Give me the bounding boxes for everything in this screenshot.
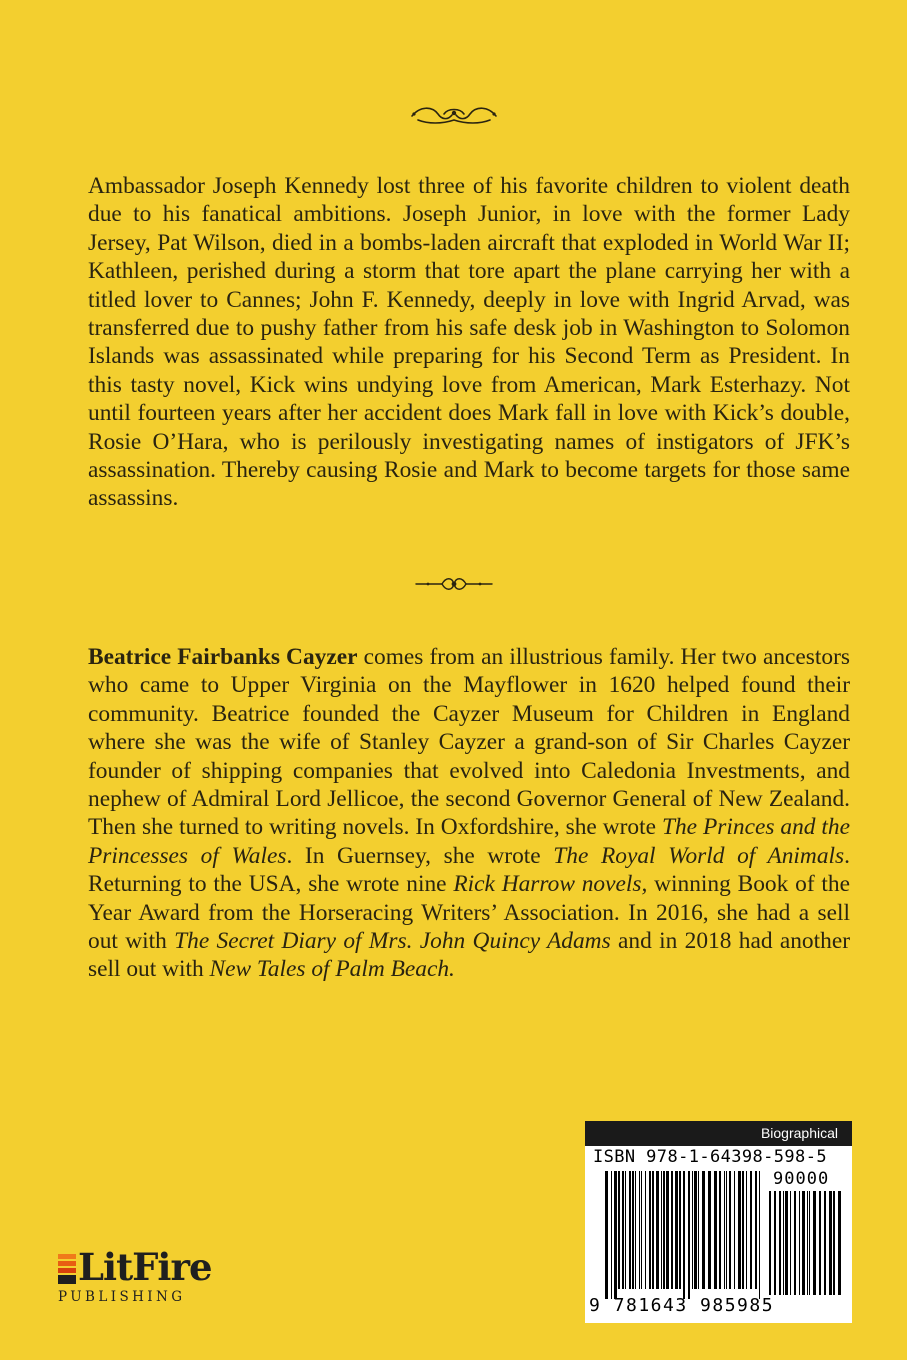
barcode-bar	[807, 1191, 808, 1295]
barcode-bar	[779, 1191, 781, 1295]
barcode-bar	[661, 1171, 662, 1289]
barcode-bar	[666, 1171, 669, 1289]
barcode-bar	[809, 1191, 810, 1295]
barcode-bar	[635, 1171, 636, 1289]
bio-text: winning Book of the Year Award from the Horseracing Writers’ Association. In 2016, she had a sell out with	[88, 871, 850, 955]
barcode-bar	[605, 1171, 608, 1299]
barcode-bar	[794, 1191, 796, 1295]
barcode-bar	[838, 1191, 841, 1295]
barcode-bar	[742, 1171, 744, 1289]
barcode-bar	[652, 1171, 654, 1289]
bio-text: comes from an illustrious family. Her two ancestors who came to Upper Virginia on the Mayflower in 1620 helped found their community. Beatrice founded the Cayzer Museum for Children in England where she was the wife of Stanley Cayzer a grand-son of Sir Charles Cayzer founder of shipping companies that evolved into Caledonia Investments, and nephew of Admiral Lord Jellicoe, the second Governor General of New Zealand. Then she turned to writing novels. In Oxfordshire, she wrote	[88, 644, 850, 841]
barcode-bar	[675, 1171, 678, 1289]
barcode-bar	[614, 1171, 617, 1299]
flourish-icon	[408, 102, 500, 128]
barcode-bar	[618, 1171, 620, 1289]
barcode-bar	[719, 1171, 721, 1289]
barcode-bar	[663, 1171, 665, 1289]
barcode-bar	[611, 1171, 612, 1299]
barcode-bar	[802, 1191, 805, 1295]
barcode-bar	[632, 1171, 634, 1289]
barcode-bar	[714, 1171, 717, 1289]
barcode-bar	[734, 1171, 735, 1289]
divider-icon	[414, 573, 494, 595]
bio-text: . Returning to the USA, she wrote nine	[88, 842, 850, 898]
barcode-bar	[622, 1171, 624, 1289]
isbn-number: ISBN 978-1-64398-598-5	[593, 1147, 827, 1167]
barcode-bar	[694, 1171, 697, 1289]
barcode-bar	[625, 1171, 626, 1289]
book-title: The Royal World of Animals	[553, 842, 845, 869]
barcode-bar	[729, 1171, 731, 1289]
middle-divider-ornament	[0, 573, 907, 600]
barcode-bar	[759, 1171, 760, 1299]
barcode-bar	[783, 1191, 784, 1295]
barcode-bar	[688, 1171, 690, 1299]
barcode-bar	[702, 1171, 705, 1289]
barcode-bar	[656, 1171, 659, 1289]
top-flourish-ornament	[0, 102, 907, 133]
barcode-bar	[769, 1191, 771, 1295]
barcode-bar	[738, 1171, 741, 1289]
isbn-barcode-box	[585, 1121, 852, 1323]
ean-barcode	[605, 1171, 765, 1299]
barcode-bar	[645, 1171, 646, 1289]
publisher-subtitle: PUBLISHING	[58, 1289, 186, 1305]
barcode-bar	[692, 1171, 693, 1289]
barcode-bar	[813, 1191, 816, 1295]
book-title: The Secret Diary of Mrs. John Quincy Adams	[174, 928, 611, 955]
publisher-name: LitFire	[78, 1245, 212, 1289]
barcode-bar	[629, 1171, 631, 1289]
barcode-bar	[785, 1191, 788, 1295]
bio-text: . In Guernsey, she wrote	[286, 842, 554, 869]
barcode-bar	[724, 1171, 725, 1289]
ean-number: 9 781643 985985	[589, 1295, 775, 1316]
genre-label: Biographical	[585, 1121, 852, 1146]
barcode-bar	[671, 1171, 673, 1289]
barcode-bar	[726, 1171, 727, 1289]
barcode-bar	[829, 1191, 832, 1295]
author-bio	[88, 643, 850, 984]
barcode-bar	[790, 1191, 791, 1295]
barcode-bar	[833, 1191, 835, 1295]
barcode-bar	[698, 1171, 699, 1289]
barcode-bar	[641, 1171, 642, 1289]
barcode-bar	[824, 1191, 826, 1295]
barcode-bar	[819, 1191, 821, 1295]
bio-text: and in 2018 had another sell out with	[88, 928, 850, 983]
litfire-flame-icon	[56, 1252, 78, 1286]
book-title: New Tales of Palm Beach.	[209, 956, 455, 983]
barcode-bar	[755, 1171, 757, 1289]
barcode-bar	[774, 1191, 776, 1295]
barcode-bar	[649, 1171, 651, 1289]
price-code: 90000	[773, 1169, 830, 1189]
price-barcode	[769, 1191, 845, 1295]
barcode-bar	[799, 1191, 800, 1295]
barcode-bar	[708, 1171, 711, 1289]
book-title: Rick Harrow novels,	[453, 871, 648, 898]
barcode-bar	[750, 1171, 752, 1289]
book-synopsis: Ambassador Joseph Kennedy lost three of his favorite children to violent death due to his fanatical ambitions. Joseph Junior, in love with the former Lady Jersey, Pat Wilson, died in a bombs-laden aircraft that exploded in World War II; Kathleen, perished during a storm that tore apart the plane carrying her with a titled lover to Cannes; John F. Kennedy, deeply in love with Ingrid Arvad, was transferred due to pushy father from his safe desk job in Washington to Solomon Islands was assassinated while preparing for his Second Term as President. In this tasty novel, Kick wins undying love from American, Mark Esterhazy. Not until fourteen years after her accident does Mark fall in love with Kick’s double, Rosie O’Hara, who is perilously investigating names of instigators of JFK’s assassination. Thereby causing Rosie and Mark to become targets for those same assassins.	[88, 173, 850, 512]
book-title: The Princes and the Princesses of Wales	[88, 814, 850, 869]
barcode-bar	[679, 1171, 681, 1289]
barcode-bar	[746, 1171, 747, 1289]
author-name: Beatrice Fairbanks Cayzer	[88, 644, 358, 670]
barcode-bar	[683, 1171, 685, 1299]
barcode-bar	[639, 1171, 640, 1289]
